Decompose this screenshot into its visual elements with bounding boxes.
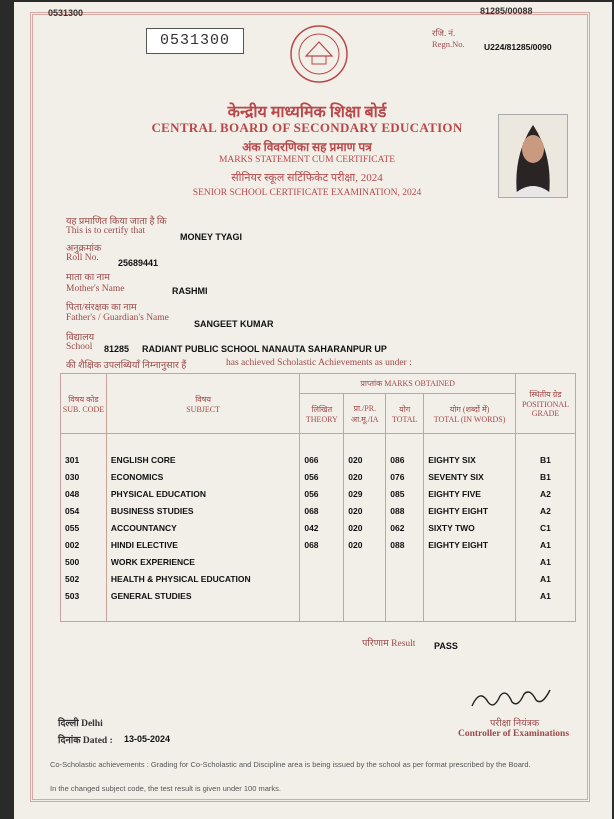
- header-subject: [106, 374, 299, 434]
- document-title-hindi: अंक विवरणिका सह प्रमाण पत्र: [242, 140, 372, 154]
- total-in-words: EIGHTY EIGHT: [424, 536, 516, 553]
- header-subject-label: SUBJECT: [186, 404, 221, 414]
- grade: A1: [515, 587, 575, 604]
- school-label: School: [66, 342, 93, 352]
- subject-name: ENGLISH CORE: [106, 451, 299, 468]
- result-label-hindi: परिणाम: [362, 639, 389, 649]
- sub-code: 301: [61, 451, 107, 468]
- header-words-hindi: योग (शब्दों में): [449, 404, 490, 414]
- student-portrait-icon: [499, 115, 567, 197]
- father-name: SANGEET KUMAR: [194, 319, 274, 329]
- total-in-words: EIGHTY FIVE: [424, 485, 516, 502]
- exam-title-hindi: सीनियर स्कूल सर्टिफिकेट परीक्षा, 2024: [231, 172, 383, 184]
- sub-code: 055: [61, 519, 107, 536]
- header-words-label: TOTAL (IN WORDS): [433, 414, 506, 424]
- board-title: CENTRAL BOARD OF SECONDARY EDUCATION: [151, 120, 463, 135]
- theory-marks: 056: [300, 468, 344, 485]
- result-label-english: Result: [391, 639, 416, 649]
- result-value: PASS: [434, 641, 458, 651]
- footer-note-1: Co-Scholastic achievements : Grading for Co-Scholastic and Discipline area is being issued by the school as per format prescribed by the Board.: [50, 760, 531, 769]
- total-in-words: SEVENTY SIX: [424, 468, 516, 485]
- serial-number-box: 0531300: [146, 28, 244, 54]
- mother-label-hindi: माता का नाम: [66, 273, 110, 283]
- header-marks-label: MARKS OBTAINED: [384, 379, 455, 388]
- header-theory: [300, 394, 344, 434]
- roll-label: Roll No.: [66, 253, 99, 263]
- table-row: [61, 519, 576, 536]
- subject-name: PHYSICAL EDUCATION: [106, 485, 299, 502]
- subject-name: BUSINESS STUDIES: [106, 502, 299, 519]
- practical-marks: 020: [344, 468, 386, 485]
- regn-label-hindi: रजि. नं.: [432, 28, 456, 38]
- practical-marks: 020: [344, 451, 386, 468]
- cbse-emblem-icon: [282, 22, 356, 86]
- board-title-hindi: केन्द्रीय माध्यमिक शिक्षा बोर्ड: [227, 104, 387, 121]
- practical-marks: 020: [344, 536, 386, 553]
- grade: C1: [515, 519, 575, 536]
- table-row: [61, 502, 576, 519]
- father-label-hindi: पिता/संरक्षक का नाम: [66, 303, 137, 313]
- sub-code: 048: [61, 485, 107, 502]
- marks-table: [60, 373, 576, 622]
- header-code: [61, 374, 107, 434]
- document-title: MARKS STATEMENT CUM CERTIFICATE: [218, 155, 396, 165]
- achieved-label: has achieved Scholastic Achievements as under :: [226, 358, 412, 368]
- controller-signature-icon: [466, 684, 556, 714]
- dated-label: [58, 733, 113, 746]
- school-label-hindi: विद्यालय: [66, 333, 95, 343]
- practical-marks: 020: [344, 502, 386, 519]
- place-english: Delhi: [81, 719, 103, 729]
- exam-title: SENIOR SCHOOL CERTIFICATE EXAMINATION, 2024: [192, 188, 422, 198]
- mother-label: Mother's Name: [66, 284, 125, 294]
- header-marks-hindi: प्राप्तांक: [360, 379, 383, 388]
- achieved-label-hindi: की शैक्षिक उपलब्धियाँ निम्नानुसार हैं: [66, 361, 187, 371]
- theory-marks: 056: [300, 485, 344, 502]
- header-code-label: SUB. CODE: [62, 404, 105, 414]
- subject-name: WORK EXPERIENCE: [106, 553, 299, 570]
- table-row: [61, 536, 576, 553]
- total-marks: 085: [386, 485, 424, 502]
- sub-code: 054: [61, 502, 107, 519]
- father-label: Father's / Guardian's Name: [66, 313, 169, 323]
- regn-label: Regn.No.: [432, 39, 465, 49]
- total-marks: 062: [386, 519, 424, 536]
- grade: B1: [515, 468, 575, 485]
- subject-name: HINDI ELECTIVE: [106, 536, 299, 553]
- grade: A2: [515, 485, 575, 502]
- result-label: [362, 636, 415, 649]
- table-row: [61, 587, 576, 604]
- footer-note-2: In the changed subject code, the test result is given under 100 marks.: [50, 784, 281, 793]
- theory-marks: 068: [300, 502, 344, 519]
- subject-name: HEALTH & PHYSICAL EDUCATION: [106, 570, 299, 587]
- certify-label-hindi: यह प्रमाणित किया जाता है कि: [66, 217, 167, 227]
- roll-label-hindi: अनुक्रमांक: [66, 244, 102, 254]
- total-marks: 088: [386, 502, 424, 519]
- sub-code: 502: [61, 570, 107, 587]
- controller-label-hindi: परीक्षा नियंत्रक: [490, 719, 540, 729]
- header-theory-hindi: लिखित: [311, 404, 333, 414]
- total-in-words: EIGHTY EIGHT: [424, 502, 516, 519]
- header-words: [424, 394, 516, 434]
- table-row: [61, 485, 576, 502]
- student-name: MONEY TYAGI: [180, 232, 243, 242]
- roll-number: 25689441: [118, 258, 159, 268]
- header-grade-label: POSITIONAL GRADE: [521, 400, 570, 418]
- header-practical: [344, 394, 386, 434]
- subject-name: GENERAL STUDIES: [106, 587, 299, 604]
- sub-code: 002: [61, 536, 107, 553]
- place-label: [58, 716, 103, 729]
- header-total-hindi: योग: [399, 404, 411, 414]
- subject-name: ACCOUNTANCY: [106, 519, 299, 536]
- header-code-hindi: विषय कोड: [68, 394, 99, 404]
- place-hindi: दिल्ली: [58, 719, 79, 729]
- total-marks: 076: [386, 468, 424, 485]
- regn-value: U224/81285/0090: [484, 42, 552, 52]
- total-marks: 088: [386, 536, 424, 553]
- theory-marks: 042: [300, 519, 344, 536]
- school-code: 81285: [104, 344, 130, 354]
- controller-label: Controller of Examinations: [458, 729, 570, 739]
- sub-code: 030: [61, 468, 107, 485]
- theory-marks: 068: [300, 536, 344, 553]
- mother-name: RASHMI: [172, 286, 208, 296]
- header-practical-label: आ.मू./IA: [350, 414, 379, 424]
- table-row: [61, 451, 576, 468]
- header-marks: [300, 374, 516, 394]
- subject-name: ECONOMICS: [106, 468, 299, 485]
- header-practical-hindi: प्रा./PR.: [353, 403, 377, 413]
- theory-marks: 066: [300, 451, 344, 468]
- header-total: [386, 394, 424, 434]
- header-theory-label: THEORY: [305, 414, 338, 424]
- top-left-number: 0531300: [48, 8, 84, 18]
- table-row: [61, 553, 576, 570]
- grade: A2: [515, 502, 575, 519]
- dated-hindi: दिनांक: [58, 736, 81, 746]
- top-right-number: 81285/00088: [480, 6, 533, 16]
- grade: A1: [515, 553, 575, 570]
- header-grade: [515, 374, 575, 434]
- grade: B1: [515, 451, 575, 468]
- total-in-words: SIXTY TWO: [424, 519, 516, 536]
- practical-marks: 029: [344, 485, 386, 502]
- grade: A1: [515, 536, 575, 553]
- school-name: RADIANT PUBLIC SCHOOL NANAUTA SAHARANPUR UP: [142, 344, 387, 354]
- dated-value: 13-05-2024: [124, 734, 171, 744]
- certify-label: This is to certify that: [66, 226, 146, 236]
- total-marks: 086: [386, 451, 424, 468]
- practical-marks: 020: [344, 519, 386, 536]
- dated-english: Dated :: [82, 736, 113, 746]
- student-photo: [498, 114, 568, 198]
- sub-code: 500: [61, 553, 107, 570]
- total-in-words: EIGHTY SIX: [424, 451, 516, 468]
- header-total-label: TOTAL: [391, 414, 418, 424]
- table-row: [61, 468, 576, 485]
- table-row: [61, 570, 576, 587]
- header-grade-hindi: स्थितीय ग्रेड: [529, 390, 562, 399]
- header-subject-hindi: विषय: [195, 394, 212, 404]
- sub-code: 503: [61, 587, 107, 604]
- grade: A1: [515, 570, 575, 587]
